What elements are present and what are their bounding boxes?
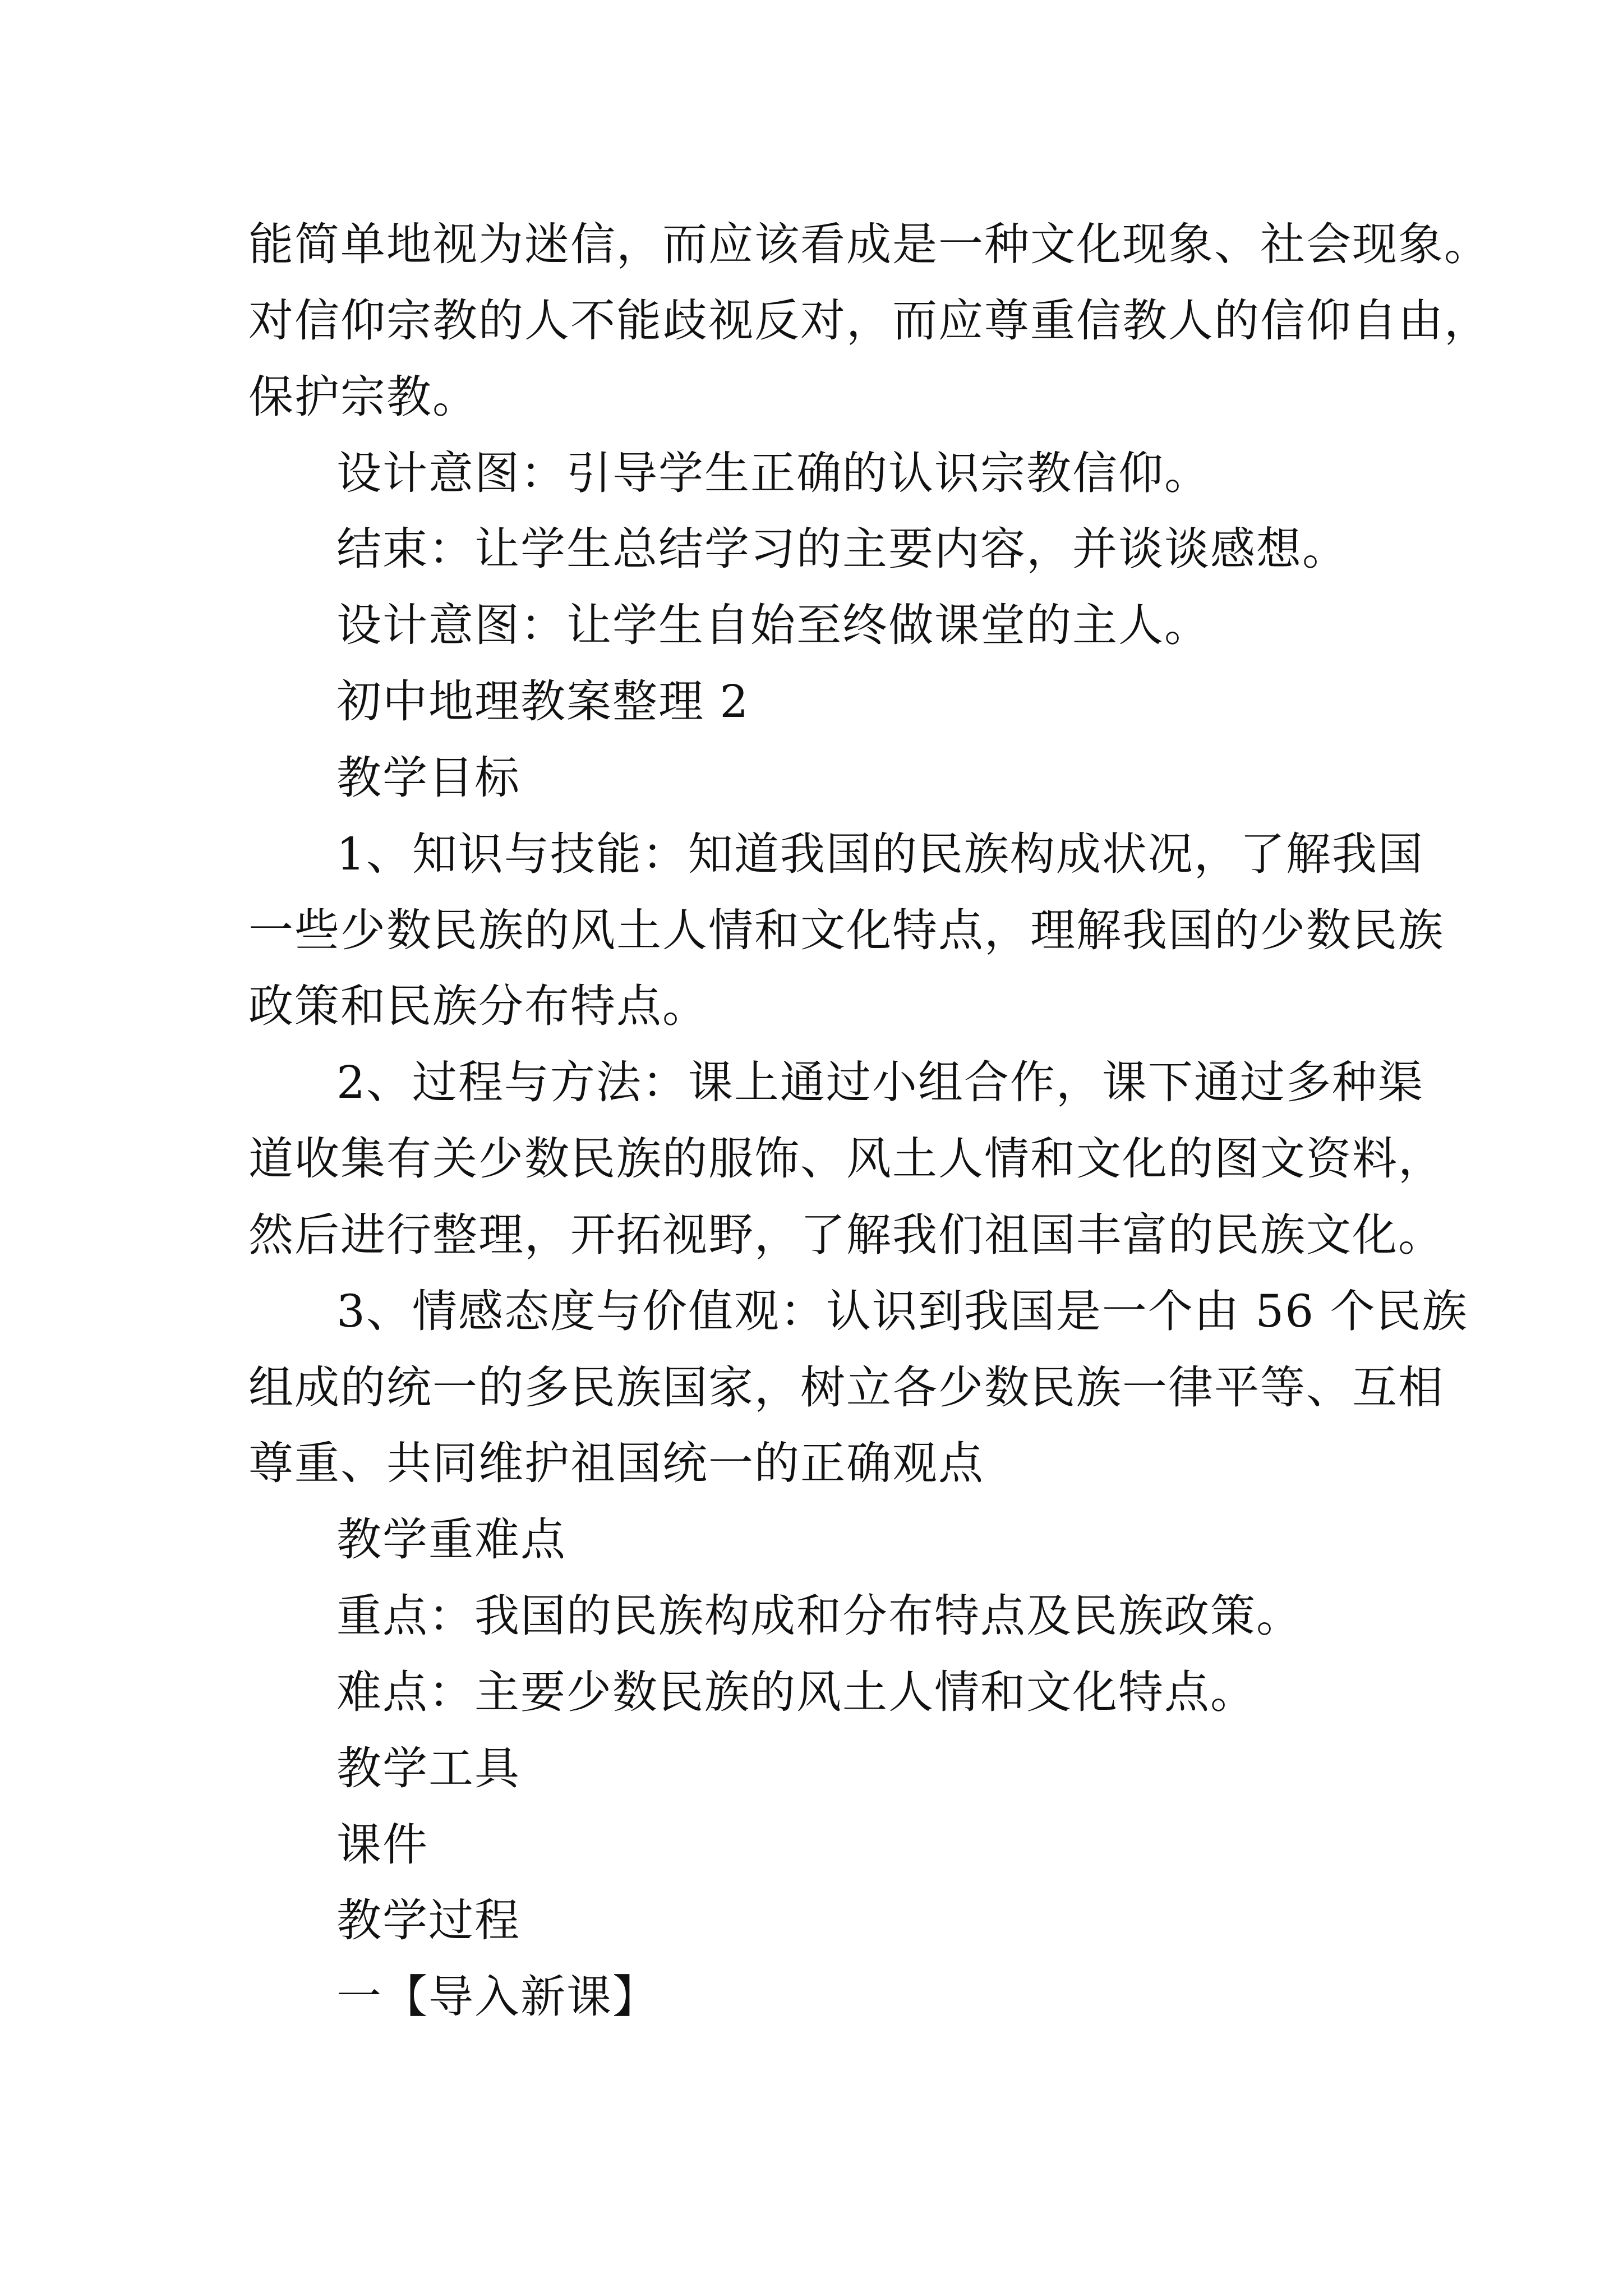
text-line: 课件 <box>336 1819 428 1871</box>
text-line: 1、知识与技能：知道我国的民族构成状况，了解我国 <box>336 828 1424 880</box>
section-heading: 教学重难点 <box>336 1513 566 1566</box>
text-line: 尊重、共同维护祖国统一的正确观点 <box>248 1437 984 1489</box>
text-line: 对信仰宗教的人不能歧视反对，而应尊重信教人的信仰自由， <box>248 295 1490 347</box>
text-line: 2、过程与方法：课上通过小组合作，课下通过多种渠 <box>336 1056 1424 1108</box>
text-line: 一些少数民族的风土人情和文化特点，理解我国的少数民族 <box>248 904 1444 956</box>
text-line: 设计意图：引导学生正确的认识宗教信仰。 <box>336 447 1210 499</box>
text-line: 然后进行整理，开拓视野，了解我们祖国丰富的民族文化。 <box>248 1209 1444 1261</box>
text-line: 道收集有关少数民族的服饰、风土人情和文化的图文资料， <box>248 1133 1444 1185</box>
text-line: 设计意图：让学生自始至终做课堂的主人。 <box>336 599 1210 651</box>
text-line: 组成的统一的多民族国家，树立各少数民族一律平等、互相 <box>248 1361 1444 1414</box>
text-line: 能简单地视为迷信，而应该看成是一种文化现象、社会现象。 <box>248 218 1490 270</box>
text-line: 保护宗教。 <box>248 371 478 423</box>
section-heading: 教学过程 <box>336 1894 520 1947</box>
text-line: 3、情感态度与价值观：认识到我国是一个由 56 个民族 <box>336 1285 1468 1337</box>
text-line: 政策和民族分布特点。 <box>248 980 708 1032</box>
text-line: 重点：我国的民族构成和分布特点及民族政策。 <box>336 1590 1302 1642</box>
section-heading: 教学目标 <box>336 752 520 804</box>
section-heading: 教学工具 <box>336 1742 520 1795</box>
section-heading: 初中地理教案整理 2 <box>336 675 750 728</box>
section-heading: 一【导入新课】 <box>336 1971 658 2023</box>
text-line: 难点：主要少数民族的风土人情和文化特点。 <box>336 1666 1256 1718</box>
text-line: 结束：让学生总结学习的主要内容，并谈谈感想。 <box>336 523 1348 575</box>
